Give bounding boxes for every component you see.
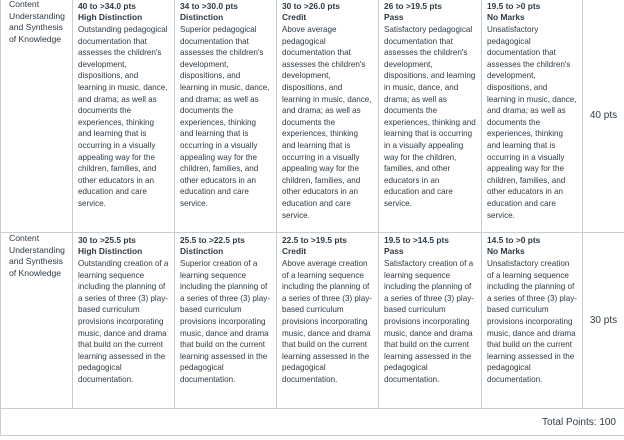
- rating-points: 40 to >34.0 pts: [78, 1, 136, 11]
- rating-description: Satisfactory creation of a learning sequence including the planning of a series of three (3) play-based curriculum provisions incorporating music, dance and drama that build on the current learning assessed in the pedagogical documentation.: [384, 259, 474, 384]
- rating-cell[interactable]: [175, 233, 277, 409]
- total-points-value: 100: [599, 416, 616, 428]
- rating-points: 26 to >19.5 pts: [384, 1, 442, 11]
- rating-cell[interactable]: [482, 0, 583, 233]
- rating-label: Credit: [282, 12, 307, 22]
- rating-label: High Distinction: [78, 12, 143, 22]
- rating-description: Outstanding pedagogical documentation that assesses the children's development, dispositions, and learning in music, dance, and drama; as well as documents the experiences, thinking and learning that is occurring in a visually appealing way for the children, families, and other educators in an education and care service.: [78, 25, 168, 208]
- rating-description: Satisfactory pedagogical documentation that assesses the children's development, dispositions, and learning in music, dance, and drama; as well as documents the experiences, thinking and learning that is occurring in a visually appealing way for the children, families, and other educators in an education and care service.: [384, 25, 476, 208]
- rating-label: No Marks: [487, 246, 525, 256]
- rating-cell[interactable]: [73, 233, 175, 409]
- rating-label: No Marks: [487, 12, 525, 22]
- rating-cell[interactable]: [277, 233, 379, 409]
- rating-description: Above average pedagogical documentation that assesses the children's development, dispositions, and learning in music, dance, and drama; as well as documents the experiences, thinking and learning that is occurring in a visually appealing way for the children, families, and other educators in an education and care service.: [282, 25, 372, 220]
- criterion-row: [1, 233, 624, 409]
- rating-points: 25.5 to >22.5 pts: [180, 235, 245, 245]
- rating-label: Pass: [384, 246, 404, 256]
- rating-label: High Distinction: [78, 246, 143, 256]
- total-points: [1, 409, 624, 436]
- rating-label: Credit: [282, 246, 307, 256]
- criterion-points: 30 pts: [583, 233, 624, 409]
- rating-points: 30 to >26.0 pts: [282, 1, 340, 11]
- rating-description: Unsatisfactory pedagogical documentation that assesses the children's development, dispositions, and learning in music, dance, and drama; as well as documents the experiences, thinking and learning that is occurring in a visually appealing way for the children, families, and other educators in an education and care service.: [487, 25, 577, 220]
- criterion-points: 40 pts: [583, 0, 624, 233]
- criterion-row: [1, 0, 624, 233]
- criterion-description: Content Understanding and Synthesis of Knowledge: [9, 233, 65, 278]
- rating-description: Unsatisfactory creation of a learning sequence including the planning of a series of three (3) play-based curriculum provisions incorporating music, dance and drama that build on the current learning assessed in the pedagogical documentation.: [487, 259, 577, 384]
- rating-cell[interactable]: [277, 0, 379, 233]
- criterion-description: Content Understanding and Synthesis of Knowledge: [9, 0, 65, 44]
- total-row: [1, 409, 624, 436]
- rating-label: Distinction: [180, 246, 224, 256]
- rating-description: Superior pedagogical documentation that assesses the children's development, dispositions, and learning in music, dance, and drama; as well as documents the experiences, thinking and learning that is occurring in a visually appealing way for the children, families, and other educators in an education and care service.: [180, 25, 270, 208]
- rating-cell[interactable]: [175, 0, 277, 233]
- rating-label: Pass: [384, 12, 404, 22]
- rating-points: 19.5 to >0 pts: [487, 1, 541, 11]
- rating-points: 19.5 to >14.5 pts: [384, 235, 449, 245]
- criterion-description-cell: [1, 233, 73, 409]
- rating-points: 22.5 to >19.5 pts: [282, 235, 347, 245]
- total-points-label: Total Points:: [542, 416, 597, 428]
- rating-description: Outstanding creation of a learning sequence including the planning of a series of three (3) play-based curriculum provisions incorporating music, dance and drama that build on the current learning assessed in the pedagogical documentation.: [78, 259, 169, 384]
- rating-cell[interactable]: [379, 233, 482, 409]
- rating-cell[interactable]: [379, 0, 482, 233]
- rating-description: Above average creation of a learning sequence including the planning of a series of three (3) play-based curriculum provisions incorporating music, dance and drama that build on the current learning assessed in the pedagogical documentation.: [282, 259, 372, 384]
- rating-cell[interactable]: [73, 0, 175, 233]
- rating-description: Superior creation of a learning sequence including the planning of a series of three (3) play-based curriculum provisions incorporating music, dance and drama that build on the current learning assessed in the pedagogical documentation.: [180, 259, 270, 384]
- rating-points: 34 to >30.0 pts: [180, 1, 238, 11]
- rating-points: 30 to >25.5 pts: [78, 235, 136, 245]
- criterion-description-cell: [1, 0, 73, 233]
- rating-points: 14.5 to >0 pts: [487, 235, 541, 245]
- rating-label: Distinction: [180, 12, 224, 22]
- rating-cell[interactable]: [482, 233, 583, 409]
